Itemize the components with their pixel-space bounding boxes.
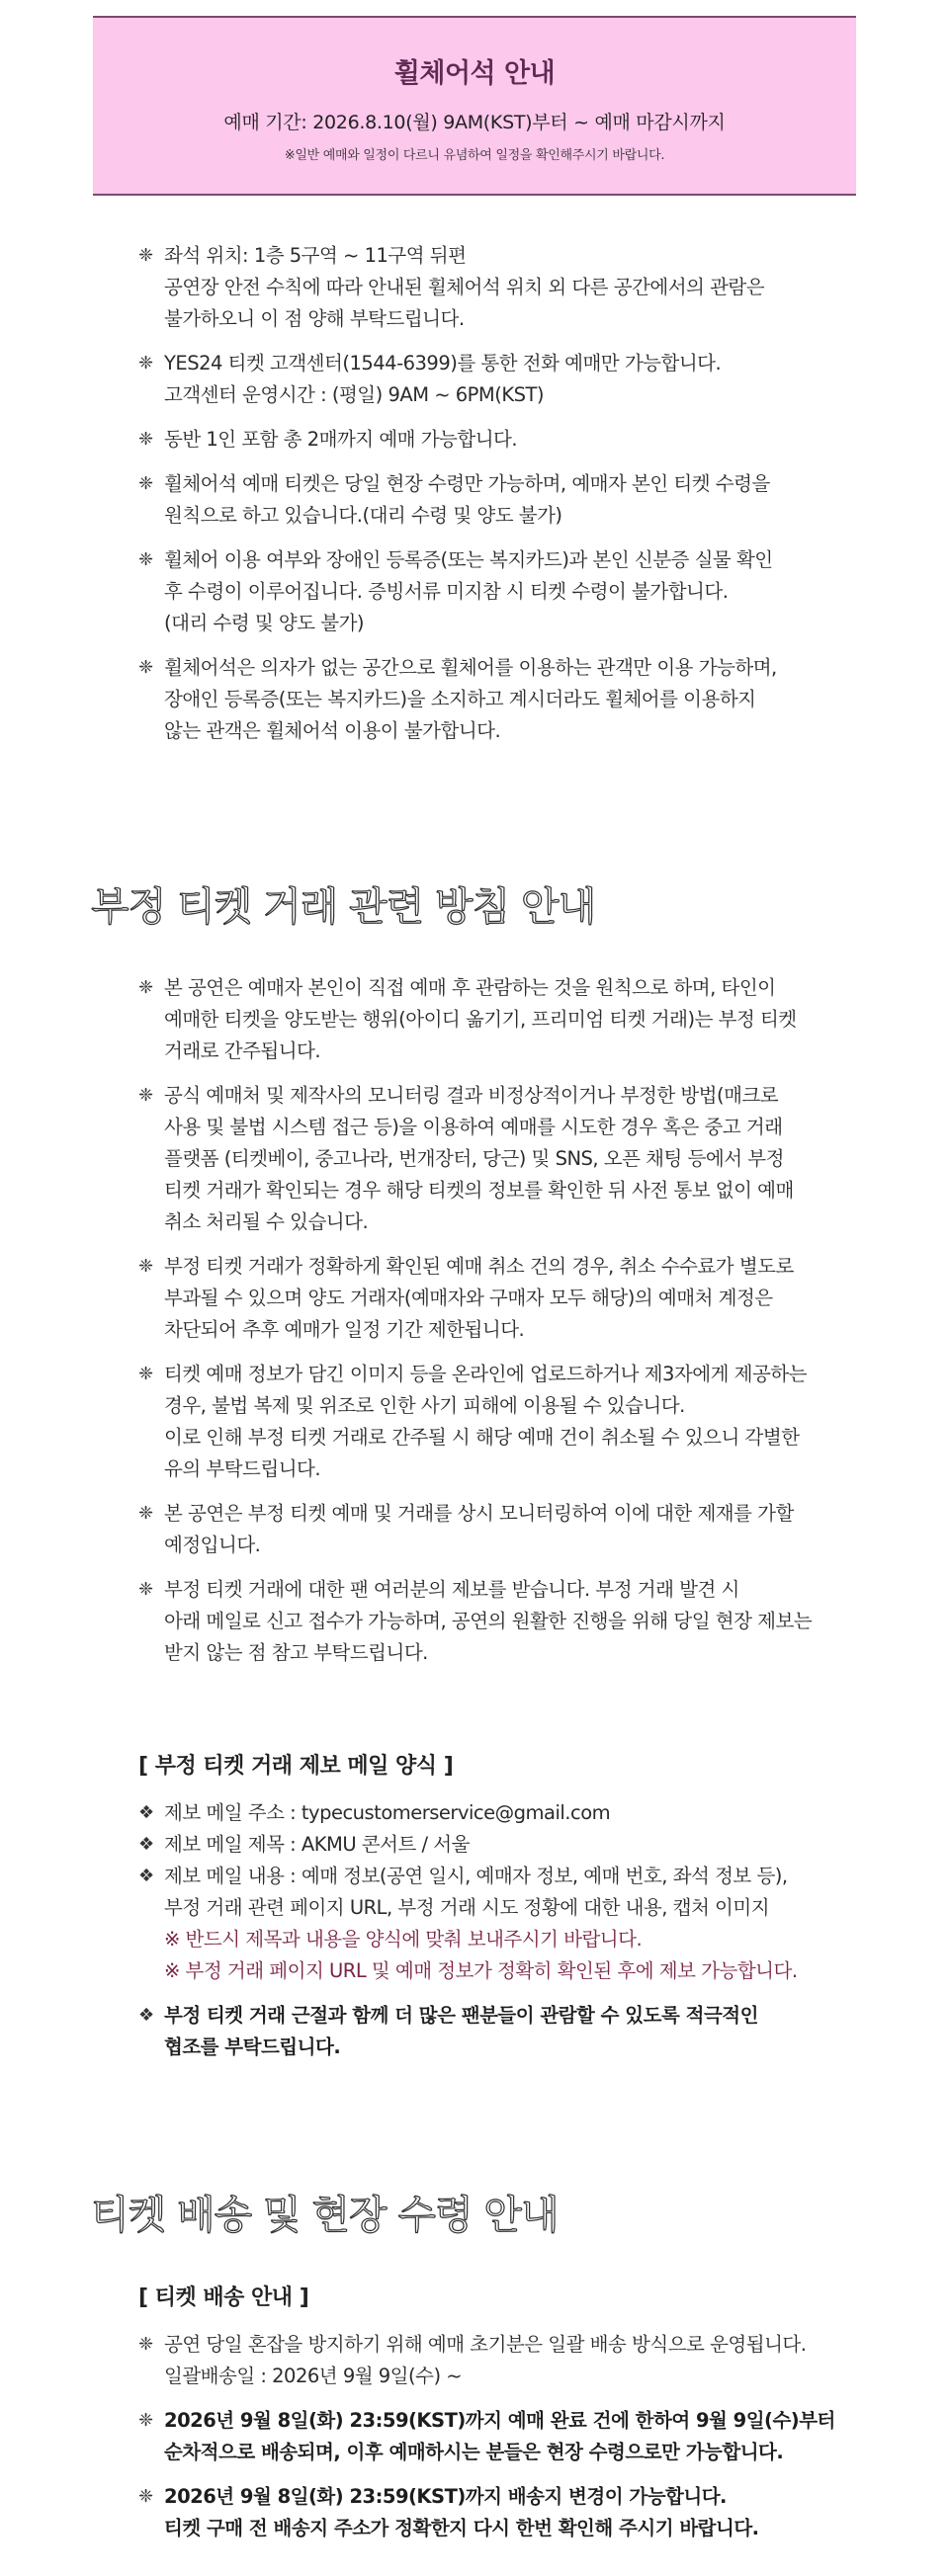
asterisk-marker-icon: ❈ <box>138 1256 153 1277</box>
scalping-policy-list <box>138 972 870 1669</box>
list-item: ❖ 제보 메일 제목 : AKMU 콘서트 / 서울 <box>138 1829 870 1861</box>
asterisk-marker-icon: ❈ <box>138 1085 153 1106</box>
list-item <box>138 2000 870 2063</box>
notice-period: 예매 기간: 2026.8.10(월) 9AM(KST)부터 ~ 예매 마감시까지 <box>223 112 726 133</box>
report-note: ※ 반드시 제목과 내용을 양식에 맞춰 보내주시기 바랍니다. <box>164 1928 643 1951</box>
list-item: ❈ 부정 티켓 거래가 정확하게 확인된 예매 취소 건의 경우, 취소 수수료가 별도로 부과될 수 있으며 양도 거래자(예매자와 구매자 모두 해당)의 예매처 계정은 차단되어 추후 예매가 일정 기간 제한됩니다. <box>138 1251 870 1346</box>
list-item: ❈ 2026년 9월 8일(화) 23:59(KST)까지 배송지 변경이 가능합니다. 티켓 구매 전 배송지 주소가 정확한지 다시 한번 확인해 주시기 바랍니다. <box>138 2481 870 2544</box>
list-item: ❈ 휠체어석 예매 티켓은 당일 현장 수령만 가능하며, 예매자 본인 티켓 수령을 원칙으로 하고 있습니다.(대리 수령 및 양도 불가) <box>138 468 870 532</box>
asterisk-marker-icon: ❈ <box>138 1503 153 1524</box>
diamond-marker-icon: ❖ <box>138 1834 154 1855</box>
list-item: ❈ 공식 예매처 및 제작사의 모니터링 결과 비정상적이거나 부정한 방법(매크로 사용 및 불법 시스템 접근 등)을 이용하여 예매를 시도한 경우 혹은 중고 거래 플랫폼 (티켓베이, 중고나라, 번개장터, 당근) 및 SNS, 오픈 채팅 등에서 부정 티켓 거래가 확인되는 경우 해당 티켓의 정보를 확인한 뒤 사전 통보 없이 예매 취소 처리될 수 있습니다. <box>138 1080 870 1238</box>
list-item: ❈ 동반 1인 포함 총 2매까지 예매 가능합니다. <box>138 424 870 456</box>
asterisk-marker-icon: ❈ <box>138 657 153 678</box>
scalping-policy-heading: 부정 티켓 거래 관련 방침 안내 <box>91 884 596 930</box>
wheelchair-notice-box <box>93 16 856 196</box>
asterisk-marker-icon: ❈ <box>138 429 153 450</box>
list-item: ❈ 공연 당일 혼잡을 방지하기 위해 예매 초기분은 일괄 배송 방식으로 운영됩니다. 일괄배송일 : 2026년 9월 9일(수) ~ <box>138 2329 870 2392</box>
list-item: ❈ 본 공연은 부정 티켓 예매 및 거래를 상시 모니터링하여 이에 대한 제재를 가할 예정입니다. <box>138 1498 870 1561</box>
closing-request: 부정 티켓 거래 근절과 함께 더 많은 팬분들이 관람할 수 있도록 적극적인 협조를 부탁드립니다. <box>164 2004 758 2058</box>
asterisk-marker-icon: ❈ <box>138 2410 153 2431</box>
notice-caution: ※일반 예매와 일정이 다르니 유념하여 일정을 확인해주시기 바랍니다. <box>284 148 665 163</box>
list-item: ❈ 티켓 예매 정보가 담긴 이미지 등을 온라인에 업로드하거나 제3자에게 제공하는 경우, 불법 복제 및 위조로 인한 사기 피해에 이용될 수 있습니다. 이로 인해 부정 티켓 거래로 간주될 시 해당 예매 건이 취소될 수 있으니 각별한 유의 부탁드립니다. <box>138 1359 870 1485</box>
list-item: ❈ YES24 티켓 고객센터(1544-6399)를 통한 전화 예매만 가능합니다. 고객센터 운영시간 : (평일) 9AM ~ 6PM(KST) <box>138 348 870 411</box>
list-item: ❖ 제보 메일 주소 : typecustomerservice@gmail.com <box>138 1797 870 1829</box>
asterisk-marker-icon: ❈ <box>138 245 153 266</box>
report-note: ※ 부정 거래 페이지 URL 및 예매 정보가 정확히 확인된 후에 제보 가능합니다. <box>164 1959 798 1982</box>
diamond-marker-icon: ❖ <box>138 2005 154 2026</box>
delivery-heading: 티켓 배송 및 현장 수령 안내 <box>91 2193 559 2238</box>
diamond-marker-icon: ❖ <box>138 1802 154 1823</box>
asterisk-marker-icon: ❈ <box>138 353 153 374</box>
asterisk-marker-icon: ❈ <box>138 977 153 998</box>
list-item: ❈ 2026년 9월 8일(화) 23:59(KST)까지 예매 완료 건에 한하여 9월 9일(수)부터 순차적으로 배송되며, 이후 예매하시는 분들은 현장 수령으로만 가능합니다. <box>138 2405 870 2468</box>
wheelchair-info-list <box>138 240 870 747</box>
delivery-sub-heading: [ 티켓 배송 안내 ] <box>138 2285 309 2310</box>
list-item: ❈ 휠체어석은 의자가 없는 공간으로 휠체어를 이용하는 관객만 이용 가능하며, 장애인 등록증(또는 복지카드)을 소지하고 계시더라도 휠체어를 이용하지 않는 관객은 휠체어석 이용이 불가합니다. <box>138 652 870 747</box>
delivery-info-list <box>138 2329 870 2544</box>
asterisk-marker-icon: ❈ <box>138 473 153 494</box>
asterisk-marker-icon: ❈ <box>138 1364 153 1384</box>
asterisk-marker-icon: ❈ <box>138 1579 153 1600</box>
list-item: ❈ 휠체어 이용 여부와 장애인 등록증(또는 복지카드)과 본인 신분증 실물 확인 후 수령이 이루어집니다. 증빙서류 미지참 시 티켓 수령이 불가합니다. (대리 수령 및 양도 불가) <box>138 544 870 639</box>
diamond-marker-icon: ❖ <box>138 1866 154 1886</box>
asterisk-marker-icon: ❈ <box>138 549 153 570</box>
notice-title: 휠체어석 안내 <box>393 58 556 89</box>
list-item: ❈ 본 공연은 예매자 본인이 직접 예매 후 관람하는 것을 원칙으로 하며, 타인이 예매한 티켓을 양도받는 행위(아이디 옮기기, 프리미엄 티켓 거래)는 부정 티켓 거래로 간주됩니다. <box>138 972 870 1067</box>
list-item: ❈ 좌석 위치: 1층 5구역 ~ 11구역 뒤편 공연장 안전 수칙에 따라 안내된 휠체어석 위치 외 다른 공간에서의 관람은 불가하오니 이 점 양해 부탁드립니다. <box>138 240 870 335</box>
report-form-heading: [ 부정 티켓 거래 제보 메일 양식 ] <box>138 1754 454 1779</box>
report-form-list <box>138 1797 870 2063</box>
list-item: ❈ 부정 티켓 거래에 대한 팬 여러분의 제보를 받습니다. 부정 거래 발견 시 아래 메일로 신고 접수가 가능하며, 공연의 원활한 진행을 위해 당일 현장 제보는 받지 않는 점 참고 부탁드립니다. <box>138 1574 870 1669</box>
list-item: ❖ 제보 메일 내용 : 예매 정보(공연 일시, 예매자 정보, 예매 번호, 좌석 정보 등), 부정 거래 관련 페이지 URL, 부정 거래 시도 정황에 대한 내용, 캡처 이미지 ※ 반드시 제목과 내용을 양식에 맞춰 보내주시기 바랍니다. ※ 부정 거래 페이지 URL 및 예매 정보가 정확히 확인된 후에 제보 가능합니다. <box>138 1861 870 1987</box>
asterisk-marker-icon: ❈ <box>138 2486 153 2507</box>
asterisk-marker-icon: ❈ <box>138 2334 153 2355</box>
